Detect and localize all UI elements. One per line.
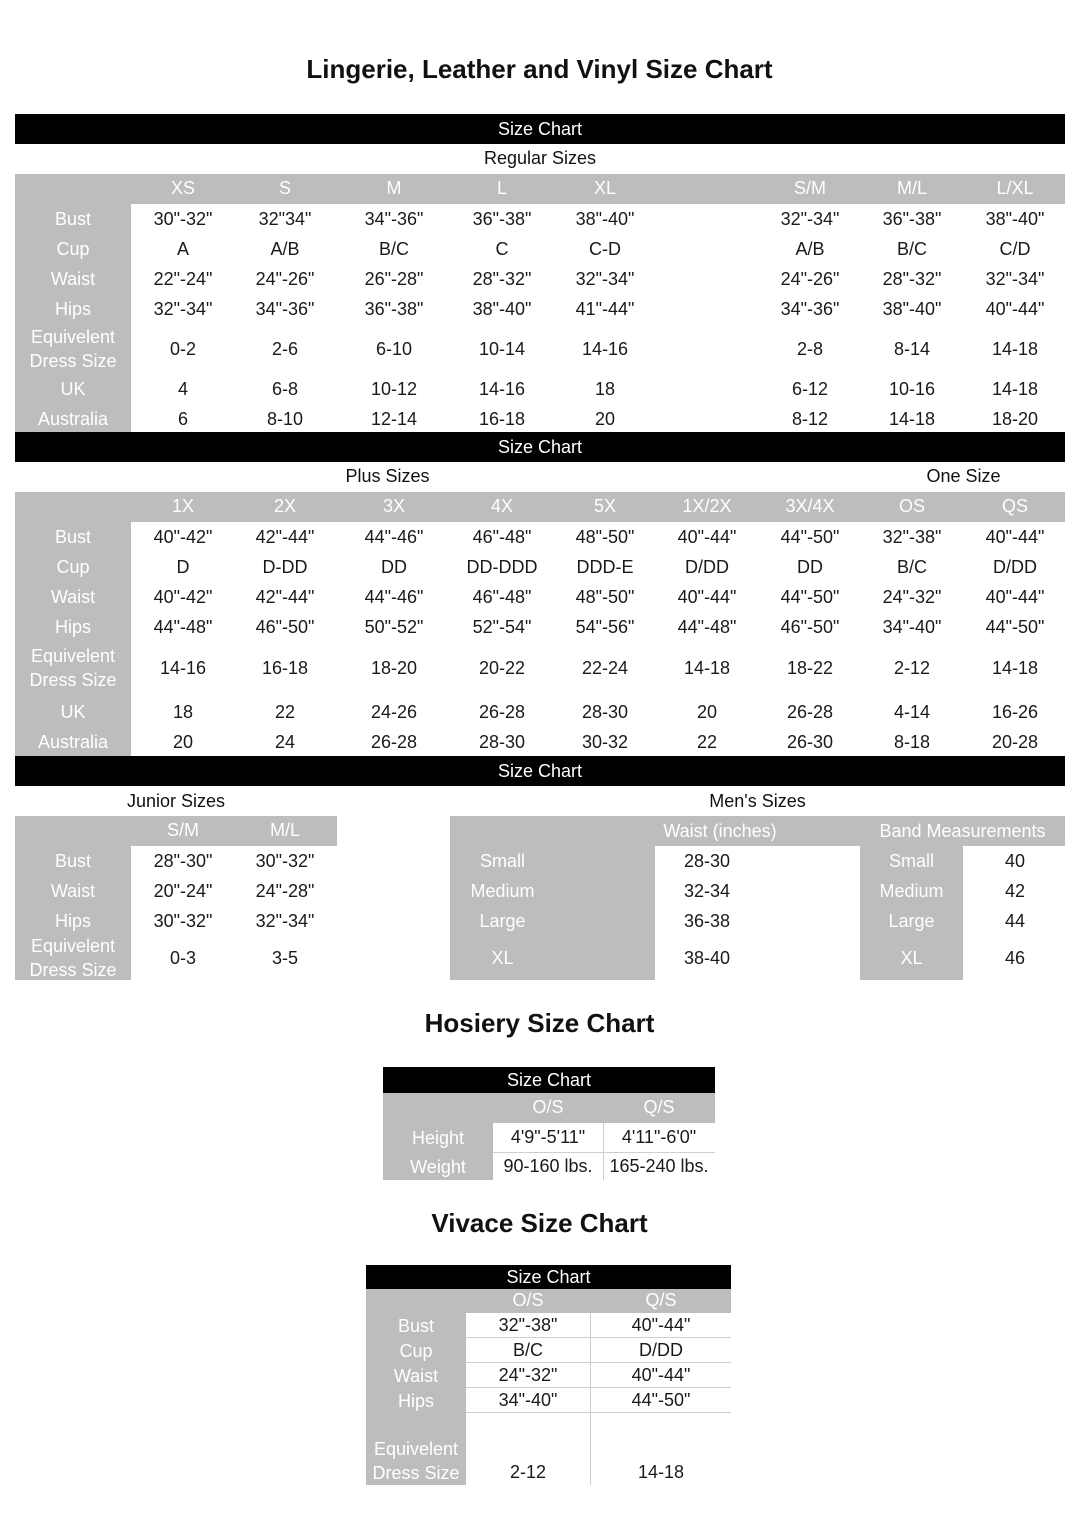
- size-header: L/XL: [996, 178, 1034, 198]
- size-value: 34"-40": [498, 1390, 558, 1410]
- size-value: DD: [381, 556, 407, 577]
- size-value: D/DD: [993, 556, 1037, 577]
- size-value: C-D: [589, 238, 621, 259]
- size-value: 0-3: [169, 947, 196, 968]
- mens-sizes-subtitle: Men's Sizes: [709, 791, 806, 811]
- size-value: 40"-44": [985, 586, 1045, 607]
- size-value: 6-10: [375, 338, 413, 359]
- mens-band-label: Small: [888, 851, 934, 871]
- size-value: 32"-34": [985, 268, 1045, 289]
- size-value: 18: [594, 378, 616, 399]
- size-value: 14-16: [581, 338, 629, 359]
- row-label: Equivelent Dress Size: [372, 1438, 460, 1483]
- size-value: B/C: [896, 238, 927, 259]
- row-label: Waist: [50, 587, 96, 607]
- size-value: 20"-24": [153, 880, 213, 901]
- size-value: 40"-44": [631, 1315, 691, 1335]
- size-value: 14-16: [478, 378, 526, 399]
- mens-band-label: Large: [888, 911, 935, 931]
- size-value: 20-28: [991, 731, 1039, 752]
- size-value: 44"-50": [631, 1390, 691, 1410]
- size-header: 1X/2X: [682, 496, 732, 516]
- row-label: Hips: [54, 299, 91, 319]
- size-header: Q/S: [643, 1097, 675, 1117]
- size-header: 5X: [593, 496, 617, 516]
- size-chart-bar: Size Chart: [15, 756, 1065, 786]
- size-value: DD-DDD: [466, 556, 538, 577]
- size-value: 28"-32": [472, 268, 532, 289]
- size-value: 6: [177, 408, 188, 429]
- size-header: XL: [593, 178, 617, 198]
- size-value: 0-2: [169, 338, 196, 359]
- size-value: 42"-44": [255, 586, 315, 607]
- size-value: 52"-54": [472, 616, 532, 637]
- size-value: 30-32: [581, 731, 629, 752]
- size-value: 32"-34": [153, 298, 213, 319]
- size-value: 14-18: [991, 657, 1039, 678]
- row-label: UK: [60, 702, 86, 722]
- size-value: 34"-36": [255, 298, 315, 319]
- size-header: O/S: [512, 1290, 544, 1310]
- size-value: 36"-38": [472, 208, 532, 229]
- size-value: 48"-50": [575, 526, 635, 547]
- size-value: 8-14: [893, 338, 931, 359]
- mens-band-value: 44: [1004, 910, 1026, 931]
- size-value: 46"-48": [472, 526, 532, 547]
- size-header: S: [278, 178, 291, 198]
- size-value: 40"-44": [631, 1365, 691, 1385]
- size-header: S/M: [166, 820, 199, 840]
- size-value: 3-5: [271, 947, 298, 968]
- row-label: UK: [60, 379, 86, 399]
- size-value: 38"-40": [472, 298, 532, 319]
- size-header: M/L: [269, 820, 300, 840]
- size-value: 6-12: [791, 378, 829, 399]
- size-value: D: [176, 556, 190, 577]
- size-value: 44"-48": [153, 616, 213, 637]
- row-label: Bust: [54, 851, 92, 871]
- size-header: L: [496, 178, 507, 198]
- size-value: 54"-56": [575, 616, 635, 637]
- size-value: 8-18: [893, 731, 931, 752]
- size-value: 40"-42": [153, 586, 213, 607]
- size-value: 20: [696, 701, 718, 722]
- size-value: C/D: [999, 238, 1031, 259]
- size-value: 32"-34": [575, 268, 635, 289]
- row-label: Waist: [50, 269, 96, 289]
- size-value: 22"-24": [153, 268, 213, 289]
- size-header: 3X: [382, 496, 406, 516]
- size-value: 44"-48": [677, 616, 737, 637]
- size-value: A/B: [795, 238, 825, 259]
- size-value: 40"-44": [677, 586, 737, 607]
- size-value: 24"-32": [498, 1365, 558, 1385]
- size-value: 24"-32": [882, 586, 942, 607]
- size-value: 2-12: [509, 1462, 547, 1482]
- size-value: 2-12: [893, 657, 931, 678]
- size-value: 46"-48": [472, 586, 532, 607]
- size-value: 16-26: [991, 701, 1039, 722]
- size-chart-bar: Size Chart: [15, 114, 1065, 144]
- size-value: 40"-44": [985, 298, 1045, 319]
- row-label: Hips: [54, 911, 91, 931]
- size-value: 24"-28": [255, 880, 315, 901]
- size-header: M/L: [896, 178, 927, 198]
- size-value: 10-12: [370, 378, 418, 399]
- size-value: DDD-E: [576, 556, 634, 577]
- mens-band-value: 46: [1004, 947, 1026, 968]
- size-header: 3X/4X: [785, 496, 835, 516]
- size-header: 2X: [273, 496, 297, 516]
- size-value: 12-14: [370, 408, 418, 429]
- mens-band-value: 40: [1004, 850, 1026, 871]
- row-label: Waist: [50, 881, 96, 901]
- size-value: 50"-52": [364, 616, 424, 637]
- size-value: 44"-50": [780, 526, 840, 547]
- size-value: 6-8: [271, 378, 298, 399]
- hosiery-title: Hosiery Size Chart: [424, 1008, 655, 1038]
- row-label: Equivelent Dress Size: [29, 936, 117, 980]
- mens-band-label: Medium: [879, 881, 944, 901]
- mens-band-value: 42: [1004, 880, 1026, 901]
- size-value: 28-30: [478, 731, 526, 752]
- size-value: 20-22: [478, 657, 526, 678]
- size-value: 18-22: [786, 657, 834, 678]
- size-value: 46"-50": [255, 616, 315, 637]
- size-header: Q/S: [645, 1290, 677, 1310]
- plus-sizes-subtitle: Plus Sizes: [345, 466, 430, 486]
- size-value: DD: [797, 556, 823, 577]
- mens-waist-header: Waist (inches): [663, 821, 777, 841]
- size-value: A: [176, 238, 189, 259]
- size-value: 18-20: [370, 657, 418, 678]
- size-value: 26-28: [370, 731, 418, 752]
- vivace-title: Vivace Size Chart: [431, 1208, 648, 1238]
- size-value: 4'11"-6'0": [621, 1127, 697, 1147]
- size-value: 32"-34": [780, 208, 840, 229]
- mens-size-label: Small: [479, 851, 525, 871]
- mens-waist-value: 32-34: [683, 880, 731, 901]
- size-value: 22-24: [581, 657, 629, 678]
- mens-size-label: Large: [479, 911, 526, 931]
- mens-band-label: XL: [900, 948, 923, 968]
- size-value: 26"-28": [364, 268, 424, 289]
- size-value: 26-28: [786, 701, 834, 722]
- size-value: 20: [594, 408, 616, 429]
- size-header: QS: [1001, 496, 1028, 516]
- size-value: A/B: [270, 238, 300, 259]
- row-label: Cup: [56, 557, 90, 577]
- size-value: 40"-44": [985, 526, 1045, 547]
- size-header: OS: [898, 496, 925, 516]
- row-label: Equivelent Dress Size: [29, 646, 117, 690]
- size-value: 4-14: [893, 701, 931, 722]
- size-value: 36"-38": [882, 208, 942, 229]
- row-label: Hips: [54, 617, 91, 637]
- size-value: 24"-26": [255, 268, 315, 289]
- mens-waist-value: 28-30: [683, 850, 731, 871]
- size-value: 20: [172, 731, 194, 752]
- size-value: D/DD: [639, 1340, 683, 1360]
- size-value: C: [495, 238, 509, 259]
- size-value: 8-12: [791, 408, 829, 429]
- size-value: B/C: [896, 556, 927, 577]
- page-title: Lingerie, Leather and Vinyl Size Chart: [306, 54, 773, 84]
- size-value: 8-10: [266, 408, 304, 429]
- size-value: 28-30: [581, 701, 629, 722]
- size-value: 28"-30": [153, 850, 213, 871]
- size-value: 2-8: [796, 338, 823, 359]
- size-value: 2-6: [271, 338, 298, 359]
- size-value: 26-28: [478, 701, 526, 722]
- one-size-subtitle: One Size: [926, 466, 1001, 486]
- size-value: 30"-32": [255, 850, 315, 871]
- row-label: Bust: [397, 1315, 435, 1336]
- size-value: 46"-50": [780, 616, 840, 637]
- size-value: 18: [172, 701, 194, 722]
- size-value: 90-160 lbs.: [503, 1156, 593, 1176]
- row-label: Cup: [399, 1340, 433, 1361]
- size-header: S/M: [793, 178, 826, 198]
- size-value: 16-18: [478, 408, 526, 429]
- size-value: 28"-32": [882, 268, 942, 289]
- size-value: 38"-40": [575, 208, 635, 229]
- size-value: 34"-36": [780, 298, 840, 319]
- mens-waist-value: 36-38: [683, 910, 731, 931]
- row-label: Equivelent Dress Size: [29, 327, 117, 371]
- size-value: 4'9"-5'11": [510, 1127, 586, 1147]
- size-value: 32"34": [258, 208, 312, 229]
- size-value: 38"-40": [985, 208, 1045, 229]
- size-value: 24: [274, 731, 296, 752]
- row-label: Waist: [393, 1365, 439, 1386]
- size-value: 44"-46": [364, 586, 424, 607]
- size-value: D-DD: [262, 556, 308, 577]
- size-header: 1X: [171, 496, 195, 516]
- size-value: 30"-32": [153, 208, 213, 229]
- mens-band-header: Band Measurements: [879, 821, 1046, 841]
- mens-waist-value: 38-40: [683, 947, 731, 968]
- size-value: 26-30: [786, 731, 834, 752]
- size-value: 14-18: [637, 1462, 685, 1482]
- size-value: 32"-38": [498, 1315, 558, 1335]
- size-value: 10-16: [888, 378, 936, 399]
- row-label: Bust: [54, 527, 92, 547]
- size-value: 34"-40": [882, 616, 942, 637]
- size-value: 16-18: [261, 657, 309, 678]
- size-value: 44"-50": [985, 616, 1045, 637]
- size-value: 14-18: [888, 408, 936, 429]
- size-value: 18-20: [991, 408, 1039, 429]
- size-value: 44"-50": [780, 586, 840, 607]
- junior-sizes-subtitle: Junior Sizes: [126, 791, 226, 811]
- size-value: 22: [696, 731, 718, 752]
- size-value: 40"-42": [153, 526, 213, 547]
- hosiery-size-chart-bar: Size Chart: [383, 1067, 715, 1093]
- vivace-divider: [590, 1313, 591, 1485]
- size-value: 14-18: [991, 338, 1039, 359]
- size-value: 4: [177, 378, 188, 399]
- size-value: 48"-50": [575, 586, 635, 607]
- row-label: Weight: [410, 1156, 466, 1177]
- row-label: Height: [411, 1127, 465, 1148]
- size-header: 4X: [490, 496, 514, 516]
- size-value: 44"-46": [364, 526, 424, 547]
- size-header: M: [386, 178, 402, 198]
- row-label: Hips: [397, 1390, 434, 1411]
- size-value: 30"-32": [153, 910, 213, 931]
- size-value: B/C: [378, 238, 409, 259]
- row-label: Australia: [37, 732, 109, 752]
- row-label: Australia: [37, 409, 109, 429]
- size-value: 10-14: [478, 338, 526, 359]
- size-value: 14-18: [683, 657, 731, 678]
- size-value: 24"-26": [780, 268, 840, 289]
- row-label: Cup: [56, 239, 90, 259]
- size-value: 165-240 lbs.: [609, 1156, 709, 1176]
- vivace-size-chart-bar: Size Chart: [366, 1265, 731, 1289]
- size-value: 14-18: [991, 378, 1039, 399]
- mens-size-label: Medium: [470, 881, 535, 901]
- size-value: 38"-40": [882, 298, 942, 319]
- size-value: 24-26: [370, 701, 418, 722]
- size-header: XS: [170, 178, 195, 198]
- size-chart-bar: Size Chart: [15, 432, 1065, 462]
- size-value: D/DD: [685, 556, 729, 577]
- size-value: 40"-44": [677, 526, 737, 547]
- mens-size-label: XL: [491, 948, 514, 968]
- size-value: 42"-44": [255, 526, 315, 547]
- size-header: O/S: [532, 1097, 564, 1117]
- size-value: 34"-36": [364, 208, 424, 229]
- row-label: Bust: [54, 209, 92, 229]
- size-value: 32"-34": [255, 910, 315, 931]
- regular-sizes-subtitle: Regular Sizes: [483, 148, 597, 168]
- size-value: 22: [274, 701, 296, 722]
- size-value: B/C: [512, 1340, 543, 1360]
- size-value: 41"-44": [575, 298, 635, 319]
- size-value: 32"-38": [882, 526, 942, 547]
- size-value: 36"-38": [364, 298, 424, 319]
- size-value: 14-16: [159, 657, 207, 678]
